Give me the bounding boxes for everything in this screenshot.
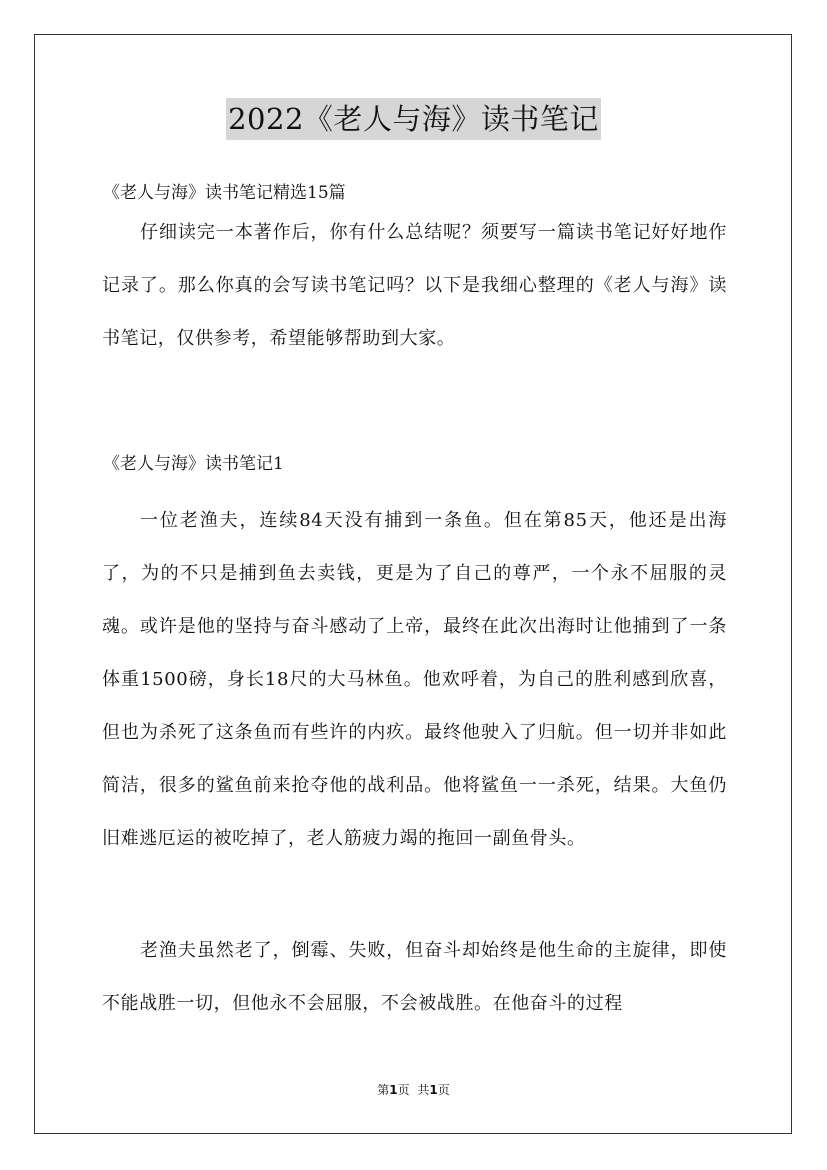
footer-total-suffix: 页 (437, 1083, 450, 1097)
section-1-paragraph-2: 老渔夫虽然老了，倒霉、失败，但奋斗却始终是他生命的主旋律，即使不能战胜一切，但他永不会屈服，不会被战胜。在他奋斗的过程 (102, 940, 727, 1014)
document-subtitle: 《老人与海》读书笔记精选15篇 (103, 183, 346, 203)
footer-total-prefix: 共 (417, 1083, 430, 1097)
page-footer (0, 1081, 827, 1099)
document-title-text: 2022《老人与海》读书笔记 (226, 98, 601, 140)
section-heading-1: 《老人与海》读书笔记1 (103, 454, 284, 474)
footer-total-pages: 1 (429, 1083, 438, 1097)
intro-paragraph: 仔细读完一本著作后，你有什么总结呢？须要写一篇读书笔记好好地作记录了。那么你真的会写读书笔记吗？以下是我细心整理的《老人与海》读书笔记，仅供参考，希望能够帮助到大家。 (102, 222, 727, 349)
footer-page-number: 1 (389, 1083, 398, 1097)
footer-page-suffix: 页 (397, 1083, 410, 1097)
document-title (0, 98, 827, 140)
footer-page-prefix: 第 (377, 1083, 390, 1097)
section-1-paragraph-1: 一位老渔夫，连续84天没有捕到一条鱼。但在第85天，他还是出海了，为的不只是捕到鱼去卖钱，更是为了自己的尊严，一个永不屈服的灵魂。或许是他的坚持与奋斗感动了上帝，最终在此次出海时让他捕到了一条体重1500磅，身长18尺的大马林鱼。他欢呼着，为自己的胜利感到欣喜，但也为杀死了这条鱼而有些许的内疚。最终他驶入了归航。但一切并非如此简洁，很多的鲨鱼前来抢夺他的战利品。他将鲨鱼一一杀死，结果。大鱼仍旧难逃厄运的被吃掉了，老人筋疲力竭的拖回一副鱼骨头。 (102, 510, 727, 849)
